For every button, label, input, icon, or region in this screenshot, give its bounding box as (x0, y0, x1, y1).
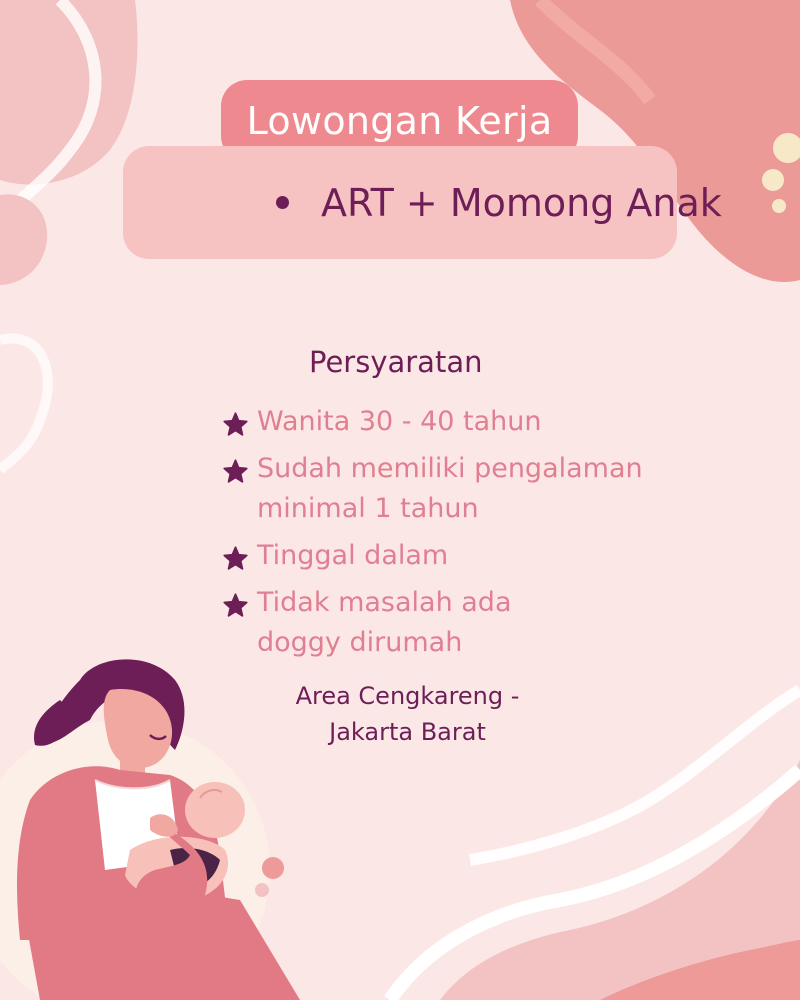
requirement-label: Tinggal dalam (257, 540, 449, 571)
location-text (280, 678, 535, 750)
requirements-title: Persyaratan (309, 345, 483, 379)
dot-2 (762, 169, 784, 191)
location-line-2: Jakarta Barat (329, 718, 486, 746)
position-label: ART + Momong Anak (321, 180, 722, 225)
page-title: Lowongan Kerja (221, 80, 578, 162)
requirement-label: Sudah memiliki pengalaman minimal 1 tahun (257, 453, 643, 524)
requirement-item (222, 402, 722, 442)
requirement-item (222, 536, 722, 576)
position-box (123, 146, 722, 259)
star-icon (222, 458, 249, 485)
requirement-item (222, 449, 722, 529)
location-line-1: Area Cengkareng - (295, 682, 520, 710)
mother-baby-illustration (0, 640, 300, 1000)
bullet-dot (276, 196, 289, 209)
requirements-list (222, 400, 722, 670)
star-icon (222, 411, 249, 438)
star-icon (222, 592, 249, 619)
requirement-label: Tidak masalah ada doggy dirumah (257, 587, 512, 658)
requirement-label: Wanita 30 - 40 tahun (257, 406, 542, 437)
wave-left (0, 338, 48, 470)
blob-left-small (0, 194, 47, 285)
dot-3 (772, 199, 786, 213)
star-icon (222, 545, 249, 572)
